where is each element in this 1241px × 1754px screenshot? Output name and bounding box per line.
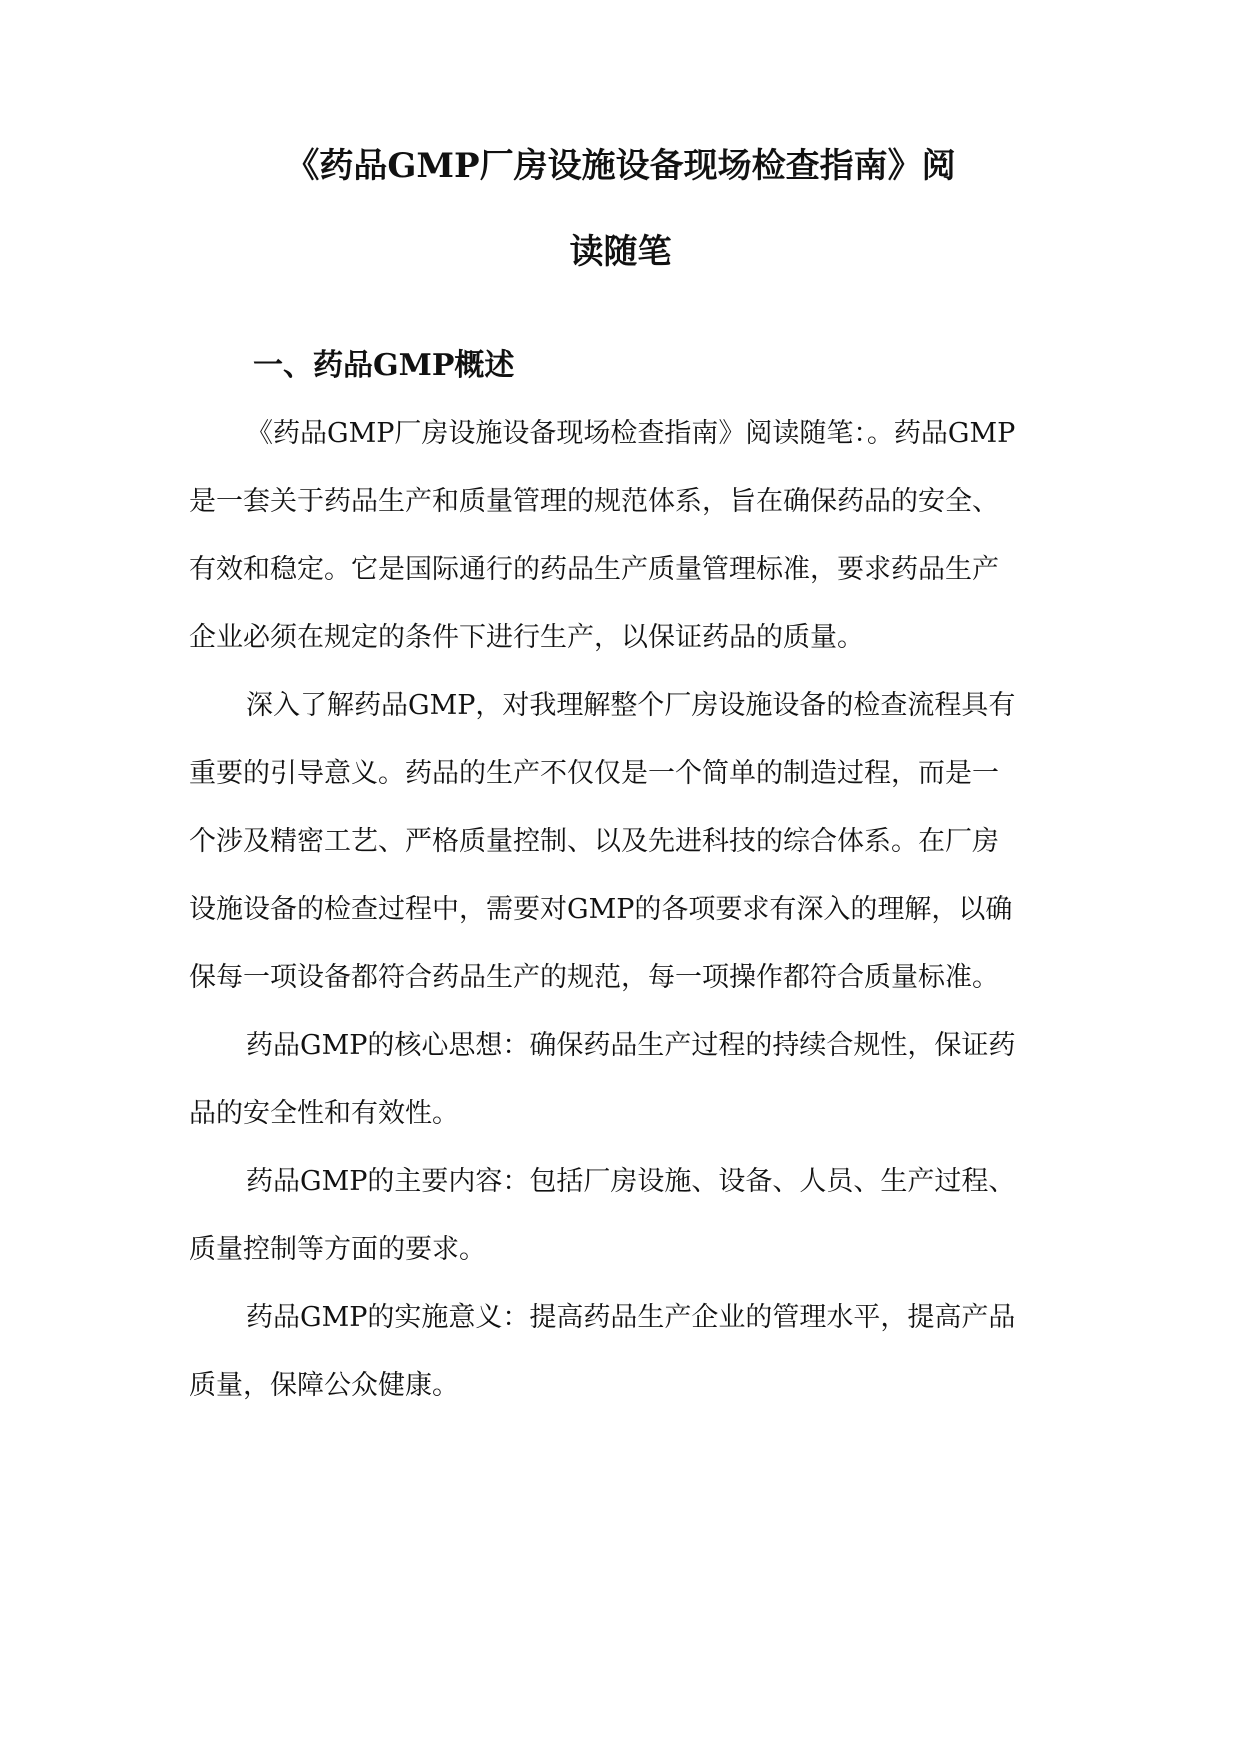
paragraph-3-line-2: 品的安全性和有效性。 bbox=[189, 1098, 459, 1129]
paragraph-2-line-2: 重要的引导意义。药品的生产不仅仅是一个简单的制造过程，而是一 bbox=[189, 758, 999, 789]
paragraph-2-line-4: 设施设备的检查过程中，需要对GMP的各项要求有深入的理解，以确 bbox=[189, 894, 1013, 925]
document-title-line-1: 《药品GMP厂房设施设备现场检查指南》阅 bbox=[285, 146, 956, 186]
paragraph-1-line-2: 是一套关于药品生产和质量管理的规范体系，旨在确保药品的安全、 bbox=[189, 486, 999, 517]
paragraph-2-line-1: 深入了解药品GMP，对我理解整个厂房设施设备的检查流程具有 bbox=[246, 690, 1016, 721]
section-heading: 一、药品GMP概述 bbox=[253, 348, 515, 383]
document-title-line-2: 读随笔 bbox=[569, 232, 672, 272]
paragraph-1-line-4: 企业必须在规定的条件下进行生产，以保证药品的质量。 bbox=[189, 622, 864, 653]
paragraph-4-line-2: 质量控制等方面的要求。 bbox=[189, 1234, 486, 1265]
paragraph-2-line-5: 保每一项设备都符合药品生产的规范，每一项操作都符合质量标准。 bbox=[189, 962, 999, 993]
paragraph-4-line-1: 药品GMP的主要内容：包括厂房设施、设备、人员、生产过程、 bbox=[246, 1166, 1016, 1197]
paragraph-5-line-1: 药品GMP的实施意义：提高药品生产企业的管理水平，提高产品 bbox=[246, 1302, 1016, 1333]
paragraph-2-line-3: 个涉及精密工艺、严格质量控制、以及先进科技的综合体系。在厂房 bbox=[189, 826, 999, 857]
paragraph-1-line-1: 《药品GMP厂房设施设备现场检查指南》阅读随笔：。药品GMP bbox=[246, 418, 1016, 449]
paragraph-3-line-1: 药品GMP的核心思想：确保药品生产过程的持续合规性，保证药 bbox=[246, 1030, 1016, 1061]
paragraph-1-line-3: 有效和稳定。它是国际通行的药品生产质量管理标准，要求药品生产 bbox=[189, 554, 999, 585]
paragraph-5-line-2: 质量，保障公众健康。 bbox=[189, 1370, 459, 1401]
